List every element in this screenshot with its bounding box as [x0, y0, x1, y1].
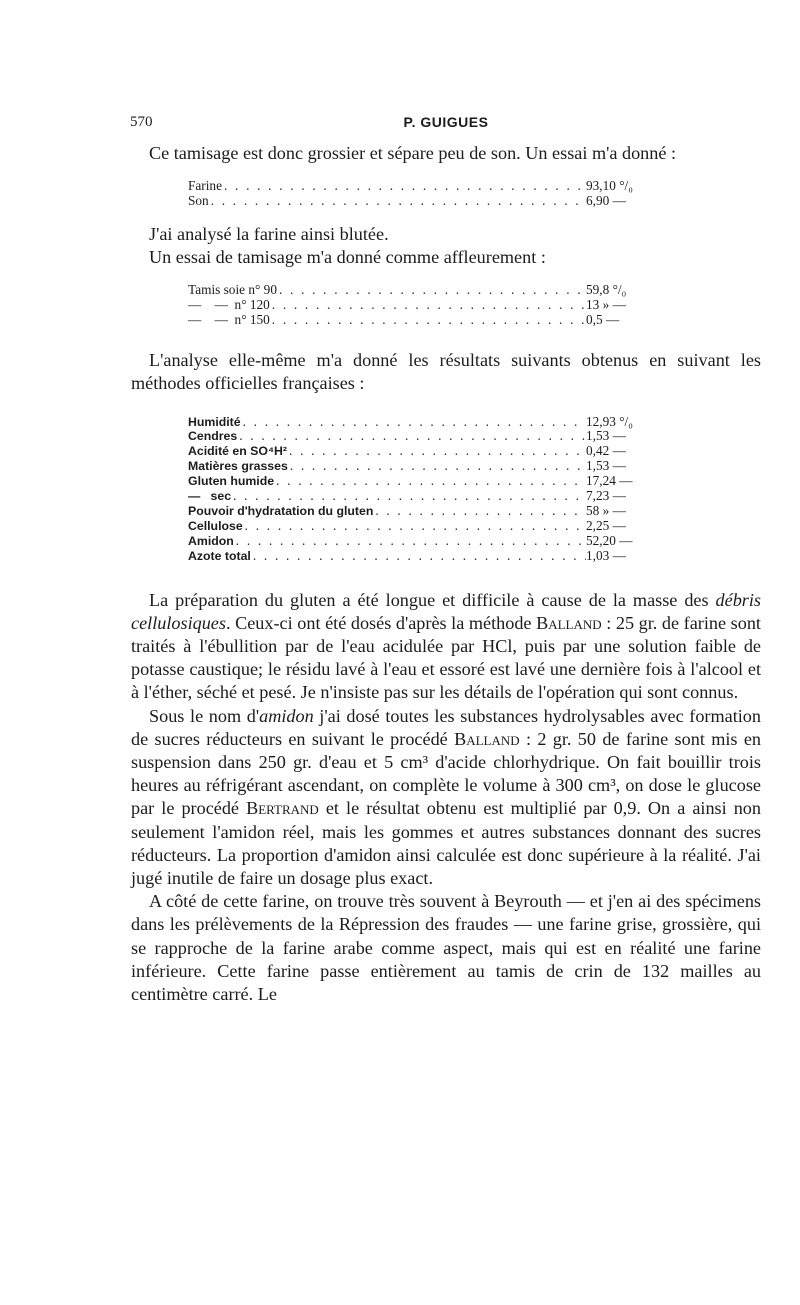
table-row — [188, 459, 674, 474]
leader-dots — [277, 283, 586, 298]
table-sieve-test — [188, 283, 674, 328]
leader-dots — [274, 474, 586, 489]
row-label: Azote total — [188, 548, 251, 563]
row-label: Son — [188, 193, 209, 209]
row-label: — — n° 150 — [188, 312, 270, 328]
table-row — [188, 534, 674, 549]
page-number: 570 — [130, 114, 153, 130]
table-row — [188, 313, 674, 328]
row-label: Gluten humide — [188, 474, 275, 489]
row-label: Pouvoir d'hydratation du gluten — [188, 503, 374, 518]
author-name: Balland — [454, 728, 520, 749]
row-value: 7,23 — — [586, 488, 626, 504]
row-label: Farine — [188, 178, 222, 194]
table-row — [188, 194, 674, 209]
leader-dots — [237, 429, 586, 444]
text-run-italic: amidon — [259, 705, 314, 726]
row-value: 1,53 — — [586, 458, 626, 474]
leader-dots — [270, 313, 586, 328]
row-value: 0,42 — — [586, 443, 626, 459]
text-run: La préparation du gluten a été longue et difficile à cause de la masse des — [149, 589, 716, 610]
paragraph-analysis-results: L'analyse elle-même m'a donné les résultats suivants obtenus en suivant les méthodes officielles françaises : — [131, 350, 761, 394]
leader-dots — [222, 179, 586, 194]
paragraph-starch-dosage — [131, 705, 761, 891]
row-value: 6,90 — — [586, 193, 626, 209]
text-run: Sous le nom d' — [149, 705, 260, 726]
text-run-italic: débris cellulosiques — [131, 589, 761, 633]
table-row — [188, 489, 674, 504]
row-label: Cendres — [188, 429, 238, 444]
row-value: 93,10 °/₀ — [586, 178, 633, 194]
leader-dots — [234, 534, 586, 549]
table-row — [188, 429, 674, 444]
leader-dots — [287, 444, 586, 459]
leader-dots — [241, 415, 586, 430]
leader-dots — [288, 459, 586, 474]
row-value: 1,53 — — [586, 428, 626, 444]
table-row — [188, 298, 674, 313]
table-row — [188, 474, 674, 489]
row-value: 58 » — — [586, 502, 626, 518]
row-label: Amidon — [188, 533, 234, 548]
author-name: Bertrand — [246, 798, 319, 819]
row-label: — sec — [188, 489, 232, 504]
leader-dots — [270, 298, 586, 313]
text-run: : 25 gr. de farine sont traités à l'ébullition par de l'eau acidulée par HCl, puis par une solution faible de potasse caustique; le résidu lavé à l'eau et essoré est lavé une dernière fois à l'alcool et à l'éther, séché et pesé. Je n'insiste pas sur les détails de l'opération qui sont connus. — [131, 612, 761, 703]
row-value: 2,25 — — [586, 517, 626, 533]
leader-dots — [231, 489, 586, 504]
leader-dots — [209, 194, 586, 209]
leader-dots — [251, 549, 586, 564]
row-label: Acidité en SO⁴H² — [188, 444, 288, 459]
running-title: P. GUIGUES — [403, 114, 489, 130]
table-row — [188, 415, 674, 430]
paragraph-analysis-intro: J'ai analysé la farine ainsi blutée. — [149, 224, 389, 245]
row-value: 13 » — — [586, 297, 626, 313]
text-run: : 2 gr. 50 de farine sont mis en suspension dans 250 gr. d'eau et 5 cm³ d'acide chlorhydrique. On fait bouillir trois heures au réfrigérant ascendant, on complète le volume à 300 cm³, on dose le glucose par le procédé — [131, 728, 761, 819]
page — [131, 110, 761, 1006]
text-run: . Ceux-ci ont été dosés d'après la méthode — [225, 612, 537, 633]
paragraph-beyrouth-flour: A côté de cette farine, on trouve très souvent à Beyrouth — et j'en ai des spécimens dans les prélèvements de la Répression des fraudes — une farine grise, grossière, qui se rapproche de la farine arabe comme aspect, mais qui est en réalité une farine inférieure. Cette farine passe entièrement au tamis de crin de 132 mailles au centimètre carré. Le — [131, 891, 761, 1005]
table-row — [188, 283, 674, 298]
paragraph-sieve-test: Un essai de tamisage m'a donné comme affleurement : — [149, 247, 546, 268]
text-run: j'ai dosé toutes les substances hydrolysables avec formation de sucres réducteurs en suivant le procédé — [131, 705, 761, 749]
table-row — [188, 179, 674, 194]
row-value: 17,24 — — [586, 473, 633, 489]
text-run: et le résultat obtenu est multiplié par 0,9. On a ainsi non seulement l'amidon réel, mais les gommes et autres substances donnant des sucres réducteurs. La proportion d'amidon ainsi calculée est donc supérieure à la réalité. J'ai jugé inutile de faire un dosage plus exact. — [131, 798, 761, 889]
table-row — [188, 444, 674, 459]
table-row — [188, 504, 674, 519]
row-value: 12,93 °/₀ — [586, 413, 633, 429]
table-sieving-result — [188, 179, 674, 209]
leader-dots — [373, 504, 586, 519]
table-analysis-results — [188, 415, 674, 564]
row-label: — — n° 120 — [188, 297, 270, 313]
row-value: 1,03 — — [586, 547, 626, 563]
table-row — [188, 519, 674, 534]
paragraph-sieving: Ce tamisage est donc grossier et sépare peu de son. Un essai m'a donné : — [149, 143, 677, 163]
row-value: 59,8 °/₀ — [586, 282, 627, 298]
page-header — [131, 110, 761, 138]
row-label: Tamis soie n° 90 — [188, 282, 277, 298]
row-value: 52,20 — — [586, 532, 633, 548]
leader-dots — [243, 519, 586, 534]
row-label: Humidité — [188, 414, 241, 429]
row-label: Cellulose — [188, 518, 243, 533]
table-row — [188, 549, 674, 564]
author-name: Balland — [536, 612, 602, 633]
paragraph-gluten-preparation — [131, 589, 761, 705]
row-label: Matières grasses — [188, 459, 288, 474]
row-value: 0,5 — — [586, 312, 620, 328]
